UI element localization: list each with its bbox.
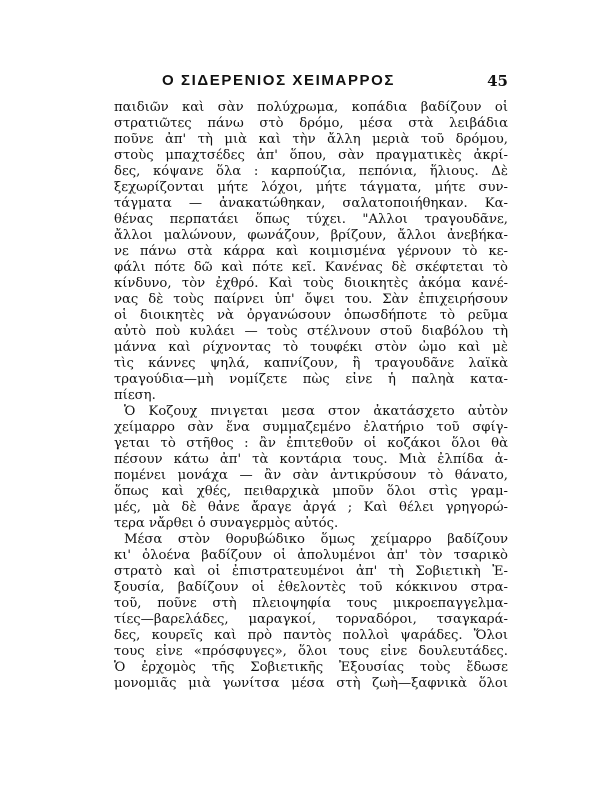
- text-line: δες, κουρεῖς καὶ πρὸ παντὸς πολλοὶ ψαράδες. Ὅλοι: [114, 628, 508, 643]
- text-line: τοῦ, ποῦνε στὴ πλειοψηφία τους μικροεπαγγελμα-: [114, 596, 508, 611]
- text-line: τίες—βαρελάδες, μαραγκοί, τορναδόροι, τσαγκαρά-: [114, 612, 508, 627]
- text-line: τραγούδια—μὴ νομίζετε πὼς εἶνε ἡ παληὰ κατα-: [114, 372, 508, 387]
- text-line: τὶς κάννες ψηλά, καπνίζουν, ἢ τραγουδᾶνε λαϊκὰ: [114, 356, 508, 371]
- text-line: μές, μὰ δὲ θἆνε ἄραγε ἀργά ; Καὶ θέλει γρηγορώ-: [114, 500, 508, 515]
- text-line: Μέσα στὸν θορυβώδικο ὅμως χείμαρρο βαδίζουν: [124, 532, 508, 547]
- text-line: κι' ὁλοένα βαδίζουν οἱ ἀπολυμένοι ἀπ' τὸν τσαρικὸ: [114, 548, 508, 563]
- text-line: νε πάνω στὰ κάρρα καὶ κοιμισμένα γέρνουν τὸ κε-: [114, 244, 508, 259]
- text-line: στρατὸ καὶ οἱ ἐπιστρατευμένοι ἀπ' τὴ Σοβιετικὴ Ἐ-: [114, 564, 508, 579]
- text-line: νας δὲ τοὺς παίρνει ὑπ' ὄψει του. Σὰν ἐπιχειρήσουν: [114, 292, 508, 307]
- text-line: παιδιῶν καὶ σὰν πολύχρωμα, κοπάδια βαδίζουν οἱ: [114, 100, 508, 115]
- text-line: ξεχωρίζονται μήτε λόχοι, μήτε τάγματα, μήτε συν-: [114, 180, 508, 195]
- text-line: τερα νἄρθει ὁ συναγερμὸς αὐτός.: [114, 516, 339, 531]
- text-line: πομένει μονάχα — ἂν σὰν ἀντικρύσουν τὸ θάνατο,: [114, 468, 508, 483]
- text-line: στοὺς μπαχτσέδες ἀπ' ὅπου, σὰν πραγματικὲς ἀκρί-: [114, 148, 508, 163]
- text-line: Ὁ ἐρχομὸς τῆς Σοβιετικῆς Ἐξουσίας τοὺς ἔδωσε: [114, 660, 508, 675]
- text-line: στρατιῶτες πάνω στὸ δρόμο, μέσα στὰ λειβάδια: [114, 116, 508, 131]
- text-line: οἱ διοικητὲς νὰ ὀργανώσουν ὁπωσδήποτε τὸ ρεῦμα: [114, 308, 508, 323]
- running-header: [114, 70, 508, 92]
- text-line: κίνδυνο, τὸν ἐχθρό. Καὶ τοὺς διοικητὲς ἀκόμα κανέ-: [114, 276, 508, 291]
- body-text: [114, 100, 508, 692]
- text-line: τους εἶνε «πρόσφυγες», ὅλοι τους εἶνε δουλευτάδες.: [114, 644, 508, 659]
- text-line: μάννα καὶ ρίχνοντας τὸ τουφέκι στὸν ὦμο καὶ μὲ: [114, 340, 508, 355]
- text-line: Ὁ Κοζουχ πνιγεται μεσα στον ἀκατάσχετο αὐτὸν: [124, 404, 508, 419]
- text-line: ποῦνε ἀπ' τὴ μιὰ καὶ τὴν ἄλλη μεριὰ τοῦ δρόμου,: [114, 132, 508, 147]
- page-title: Ο ΣΙΔΕΡΕΝΙΟΣ ΧΕΙΜΑΡΡΟΣ: [162, 72, 396, 89]
- text-line: ὅπως καὶ χθές, πειθαρχικὰ μποῦν ὅλοι στὶς γραμ-: [114, 484, 508, 499]
- text-line: πέσουν κάτω ἀπ' τὰ κοντάρια τους. Μιὰ ἐλπίδα ἀ-: [114, 452, 508, 467]
- text-line: δες, κόψανε ὅλα : καρπούζια, πεπόνια, ἥλιους. Δὲ: [114, 164, 508, 179]
- text-line: χείμαρρο σὰν ἕνα συμμαζεμένο ἐλατήριο τοῦ σφίγ-: [114, 420, 508, 435]
- text-line: γεται τὸ στῆθος : ἂν ἐπιτεθοῦν οἱ κοζάκοι ὅλοι θὰ: [114, 436, 508, 451]
- text-line: πίεση.: [114, 388, 156, 403]
- text-line: φάλι πότε δῶ καὶ πότε κεῖ. Κανένας δὲ σκέφτεται τὸ: [114, 260, 508, 275]
- text-line: ξουσία, βαδίζουν οἱ ἐθελοντὲς τοῦ κόκκινου στρα-: [114, 580, 508, 595]
- text-line: τάγματα — ἀνακατώθηκαν, σαλατοποιήθηκαν. Κα-: [114, 196, 508, 211]
- text-line: θένας περπατάει ὅπως τύχει. "Αλλοι τραγουδᾶνε,: [114, 212, 508, 227]
- page-number: 45: [487, 72, 508, 90]
- text-line: μονομιᾶς μιὰ γωνίτσα μέσα στὴ ζωὴ—ξαφνικὰ ὅλοι: [114, 676, 508, 691]
- text-line: ἄλλοι μαλώνουν, φωνάζουν, βρίζουν, ἄλλοι ἀνεβήκα-: [114, 228, 508, 243]
- text-line: αὐτὸ ποὺ κυλάει — τοὺς στέλνουν στοῦ διαβόλου τὴ: [114, 324, 508, 339]
